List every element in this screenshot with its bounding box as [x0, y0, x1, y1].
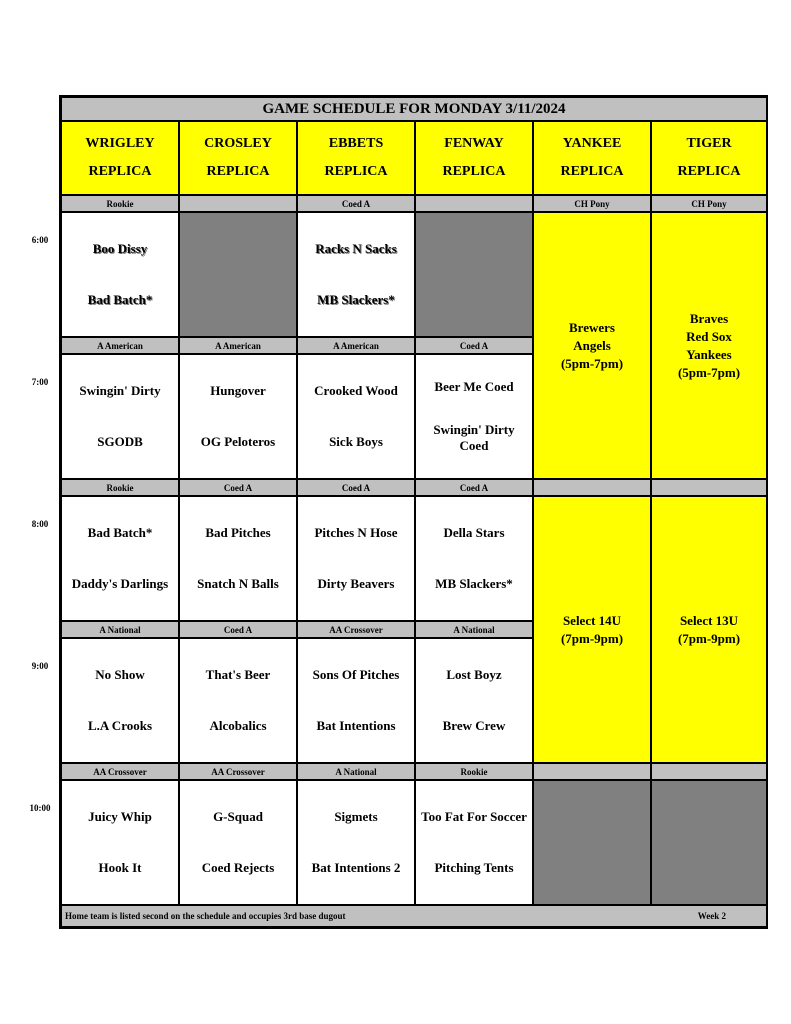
away-team: Della Stars	[443, 524, 505, 540]
block-line: Brewers	[569, 319, 615, 335]
game-cell	[297, 354, 415, 479]
home-team: Bat Intentions	[316, 718, 396, 734]
block-line: Angels	[573, 337, 611, 353]
field-name: CROSLEY	[204, 136, 272, 151]
division-label: A National	[297, 763, 415, 780]
game-cell	[297, 212, 415, 337]
division-label: Coed A	[297, 195, 415, 212]
game-cell	[61, 638, 179, 763]
home-team: Swingin' Dirty Coed	[433, 422, 515, 454]
week-label: Week 2	[697, 911, 726, 921]
division-label: CH Pony	[651, 195, 767, 212]
game-cell	[179, 638, 297, 763]
division-label: Rookie	[415, 763, 533, 780]
tiger-block-early	[651, 212, 767, 479]
division-label: A National	[61, 621, 179, 638]
division-label	[533, 479, 651, 496]
home-team: Brew Crew	[442, 718, 506, 734]
block-line: Select 13U	[679, 612, 739, 628]
division-label: AA Crossover	[179, 763, 297, 780]
division-label: A American	[61, 337, 179, 354]
field-header-yankee	[533, 121, 651, 195]
schedule-title: GAME SCHEDULE FOR MONDAY 3/11/2024	[61, 97, 767, 121]
home-team: Bad Batch*	[87, 292, 153, 308]
away-team: Too Fat For Soccer	[421, 808, 527, 824]
division-label: A American	[179, 337, 297, 354]
block-line: Braves	[689, 310, 729, 326]
field-subtitle: REPLICA	[206, 164, 270, 179]
home-team: MB Slackers*	[435, 576, 513, 592]
home-team: MB Slackers*	[317, 292, 395, 308]
field-subtitle: REPLICA	[442, 164, 506, 179]
game-cell	[297, 496, 415, 621]
home-team: Hook It	[98, 860, 142, 876]
yankee-block-late	[533, 496, 651, 763]
game-cell	[297, 780, 415, 905]
away-team: Sigmets	[334, 808, 378, 824]
field-name: TIGER	[686, 136, 732, 151]
game-cell	[61, 496, 179, 621]
field-name: WRIGLEY	[85, 136, 155, 151]
game-cell	[297, 638, 415, 763]
game-cell	[179, 496, 297, 621]
home-team: Alcobalics	[209, 718, 267, 734]
block-line: (5pm-7pm)	[677, 364, 741, 380]
unused-slot	[651, 780, 767, 905]
game-cell	[415, 354, 533, 479]
home-team: Coed Rejects	[201, 860, 275, 876]
time-label: 6:00	[31, 235, 49, 245]
division-label: Rookie	[61, 195, 179, 212]
game-cell	[61, 354, 179, 479]
division-label	[415, 195, 533, 212]
away-team: Lost Boyz	[446, 666, 502, 682]
away-team: Juicy Whip	[88, 808, 152, 824]
field-name: FENWAY	[444, 136, 504, 151]
division-label: AA Crossover	[61, 763, 179, 780]
away-team: Bad Pitches	[205, 524, 271, 540]
game-cell	[61, 780, 179, 905]
away-team: Racks N Sacks	[315, 240, 397, 256]
away-team: Beer Me Coed	[434, 378, 514, 394]
field-header-ebbets	[297, 121, 415, 195]
time-label: 10:00	[29, 803, 51, 813]
game-schedule-table	[59, 95, 768, 929]
yankee-block-early	[533, 212, 651, 479]
field-header-tiger	[651, 121, 767, 195]
field-header-crosley	[179, 121, 297, 195]
home-team: Bat Intentions 2	[311, 860, 401, 876]
home-team: OG Peloteros	[200, 434, 276, 450]
away-team: Crooked Wood	[314, 382, 398, 398]
time-label: 8:00	[31, 519, 49, 529]
division-label: Coed A	[415, 479, 533, 496]
division-label: Rookie	[61, 479, 179, 496]
home-team: Sick Boys	[329, 434, 383, 450]
game-cell	[179, 780, 297, 905]
division-label: CH Pony	[533, 195, 651, 212]
block-line: Yankees	[686, 346, 732, 362]
away-team: That's Beer	[205, 666, 271, 682]
field-header-fenway	[415, 121, 533, 195]
division-label	[651, 479, 767, 496]
field-subtitle: REPLICA	[88, 164, 152, 179]
time-label: 9:00	[31, 661, 49, 671]
field-header-wrigley	[61, 121, 179, 195]
home-team: Daddy's Darlings	[71, 576, 169, 592]
field-name: EBBETS	[328, 136, 384, 151]
block-line: (7pm-9pm)	[560, 630, 624, 646]
field-subtitle: REPLICA	[324, 164, 388, 179]
division-label: A National	[415, 621, 533, 638]
home-team: L.A Crooks	[87, 718, 153, 734]
game-cell	[61, 212, 179, 337]
block-line: Red Sox	[686, 328, 732, 344]
game-cell	[415, 780, 533, 905]
unused-slot	[415, 212, 533, 337]
division-label: A American	[297, 337, 415, 354]
unused-slot	[179, 212, 297, 337]
home-team: SGODB	[97, 434, 143, 450]
home-team: Snatch N Balls	[197, 576, 279, 592]
division-label: Coed A	[179, 621, 297, 638]
away-team: Hungover	[210, 382, 266, 398]
division-label	[179, 195, 297, 212]
away-team: Bad Batch*	[87, 524, 153, 540]
game-cell	[415, 496, 533, 621]
division-label: AA Crossover	[297, 621, 415, 638]
away-team: Pitches N Hose	[314, 524, 398, 540]
division-label: Coed A	[297, 479, 415, 496]
division-label: Coed A	[179, 479, 297, 496]
tiger-block-late	[651, 496, 767, 763]
home-team: Pitching Tents	[434, 860, 514, 876]
footer-note: Home team is listed second on the schedule and occupies 3rd base dugout	[65, 911, 346, 921]
field-name: YANKEE	[562, 136, 622, 151]
game-cell	[179, 354, 297, 479]
away-team: Swingin' Dirty	[79, 382, 161, 398]
schedule-footer	[61, 905, 767, 927]
unused-slot	[533, 780, 651, 905]
division-label: Coed A	[415, 337, 533, 354]
division-label	[651, 763, 767, 780]
away-team: No Show	[95, 666, 145, 682]
time-label: 7:00	[31, 377, 49, 387]
away-team: Boo Dissy	[92, 240, 148, 256]
division-label	[533, 763, 651, 780]
field-subtitle: REPLICA	[677, 164, 741, 179]
block-line: (7pm-9pm)	[677, 630, 741, 646]
field-subtitle: REPLICA	[560, 164, 624, 179]
away-team: G-Squad	[213, 808, 263, 824]
home-team: Dirty Beavers	[317, 576, 395, 592]
block-line: (5pm-7pm)	[560, 355, 624, 371]
block-line: Select 14U	[562, 612, 622, 628]
away-team: Sons Of Pitches	[312, 666, 400, 682]
game-cell	[415, 638, 533, 763]
